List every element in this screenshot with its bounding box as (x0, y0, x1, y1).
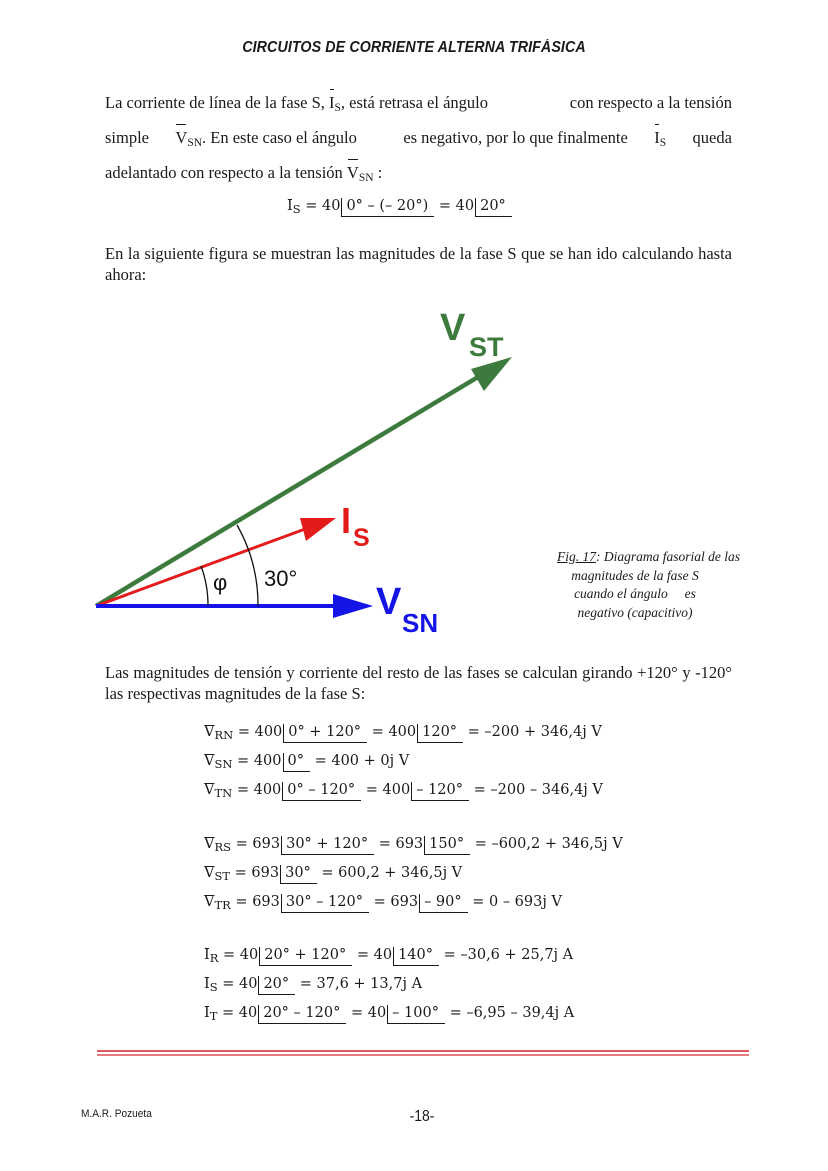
is-vector (96, 500, 370, 606)
svg-text:V: V (440, 307, 466, 349)
intro-line-3: adelantado con respecto a la tensión $V_{SN}$ : (105, 158, 732, 193)
figure-intro-text: En la siguiente figura se muestran las magnitudes de la fase S que se han ido calculando hasta ahora: (105, 244, 732, 284)
rotation-text: Las magnitudes de tensión y corriente del resto de las fases se calculan girando +120° y -120° las respectivas magnitudes de la fase S: (105, 663, 732, 703)
figure-caption: Fig. 17: Diagrama fasorial de las magnitudes de la fase S cuando el ángulo es negativo (capacitivo) (556, 549, 740, 620)
svg-text:ST: ST (469, 332, 504, 362)
equation-vtn: $V_{TN} = 400$ 0° – 120° = 400 – 120° = –200 – 346,4j V (204, 782, 603, 800)
footer-divider-top (97, 1050, 749, 1052)
equation-is: $I_S = 40$ 0° – (– 20°) = 40 20° (287, 198, 512, 217)
phi-arc (201, 566, 208, 606)
thirty-degree-label: 30° (264, 566, 298, 591)
equation-it: $I_T = 40$ 20° – 120° = 40 – 100° = –6,95 – 39,4j A (204, 1005, 575, 1023)
equation-vrs: $V_{RS} = 693$ 30° + 120° = 693 150° = –600,2 + 346,5j V (204, 836, 623, 854)
svg-text:I: I (341, 500, 352, 541)
page-header-title: CIRCUITOS DE CORRIENTE ALTERNA TRIFÁSICA (242, 39, 586, 56)
footer-divider-bottom (97, 1054, 749, 1056)
svg-text:SN: SN (402, 608, 439, 638)
page-number: -18- (409, 1108, 435, 1125)
vst-vector (96, 307, 512, 606)
equation-ir: $I_R = 40$ 20° + 120° = 40 140° = –30,6 + 25,7j A (204, 947, 574, 965)
equation-vtr: $V_{TR} = 693$ 30° – 120° = 693 – 90° = 0 – 693j V (204, 894, 562, 912)
intro-line-1: La corriente de línea de la fase S, $I_S$, está retrasa el ángulo con respecto a la tensión (105, 88, 732, 123)
svg-text:V: V (376, 581, 402, 623)
equation-vst: $V_{ST} = 693$ 30° = 600,2 + 346,5j V (204, 865, 463, 883)
symbol-vsn: V (175, 123, 187, 152)
equation-is-rect: $I_S = 40$ 20° = 37,6 + 13,7j A (204, 976, 423, 994)
phi-label: φ (213, 570, 228, 595)
thirty-degree-arc (237, 525, 258, 606)
figure-reference: Fig. 17 (556, 549, 596, 564)
svg-text:S: S (353, 524, 370, 552)
equation-vsn: $V_{SN} = 400$ 0° = 400 + 0j V (204, 753, 410, 771)
symbol-is: I (329, 88, 335, 117)
footer-author: M.A.R. Pozueta (81, 1108, 152, 1120)
intro-line-2: simple $V_{SN}$. En este caso el ángulo es negativo, por lo que finalmente $I_S$ queda (105, 123, 732, 158)
equation-vrn: $V_{RN} = 400$ 0° + 120° = 400 120° = –200 + 346,4j V (204, 724, 602, 742)
